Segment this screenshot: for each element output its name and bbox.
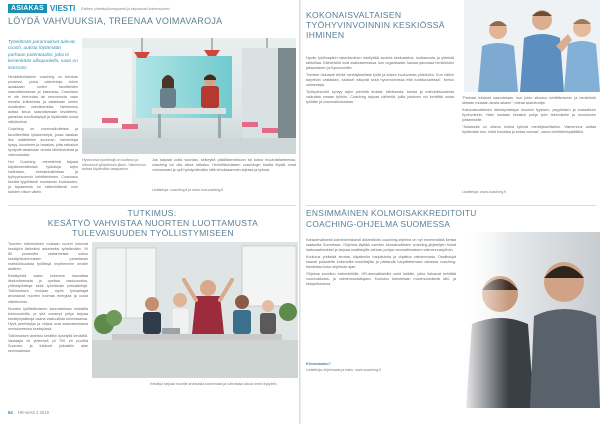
- page-number: 54: [8, 410, 13, 415]
- page-footer-left: [8, 410, 49, 415]
- article1-title: LÖYDÄ VAHVUUKSIA, TREENAA VOIMAVAROJA: [8, 16, 223, 26]
- coaching-conversation-photo: [460, 232, 600, 408]
- article2-contact: Lisätietoja: www.coaching.fi: [462, 190, 506, 194]
- section-divider: [306, 205, 596, 206]
- paragraph: Työhyvinvointi syntyy arjen pienistä teoista: kiitoksesta, tuesta ja mahdollisuudesta vaikuttaa omaan työhön. Coaching tarjoaa välineitä, joilla jokainen voi kehittää omaa työtään ja vuorovaikutustaan.: [306, 90, 454, 105]
- paragraph: Tutkimuksen aineisto kerättiin kyselyllä keväällä. Vastaajia oli yhteensä yli 700 eri puolilta Suomea, ja tulokset julkaistiin alan seminaarissa.: [8, 333, 88, 353]
- paragraph: Tuoreen tutkimuksen mukaan nuoret kokevat kesätyön tärkeäksi askeleeksi työelämään. Yli 80 prosenttia vastanneista uskoo kesätyökokemuksen parantavan mahdollisuuksia työllistyä myöhemmin omalle alalleen.: [8, 242, 88, 272]
- article2-column-2: [462, 96, 596, 188]
- paragraph: Coaching on vuorovaikutteista ja tavoitteellista työskentelyä, jossa asiakas itse määrittelee suunnan. Valmentaja kysyy, kuuntelee ja haastaa, jotta ratkaisut syntyvät asiakkaan omista lähtökohdista ja vahvuuksista.: [8, 127, 78, 157]
- paragraph: Nuorten työllistämiseen kannustetaan erilaisilla tukimuodoilla, ja yhä useampi yritys tarjoaa kesätyöpaikkoja osana vastuullista toimintaansa. Hyvä perehdytys ja ohjaus ovat avainasemassa onnistuneessa kesätyössä.: [8, 306, 88, 331]
- paragraph: Koulutus yhdistää teoriaa, käytännön harjoituksia ja ohjattua valmennusta. Osallistujat saavat palautetta kokeneilta kouluttajilta ja pääsevät harjoittelemaan aidoissa coaching-tilanteissa koko ohjelman ajan.: [306, 255, 456, 270]
- issue-label: HR-viesti 2 2019: [17, 410, 49, 415]
- article1-ingress: Työelämän parannukset tulevat, coach, uutista löytämään parhaan potentiaalisi, joka ei kenenkään ulkopuolella, vaan on itsessäsi.: [8, 40, 78, 71]
- article4-column: [306, 238, 456, 358]
- paragraph: Jos kaipaat uutta suuntaa, selkeyttä päätöksentekoon tai tukea muutostilanteessa, coaching voi olla oikea ratkaisu. Henkilökohtaisen coachingin kautta löydät omat voimavarasi ja opit hyödyntämään niitä tehokkaammin arjessa ja työssä.: [152, 158, 296, 173]
- three-men-illustration: [464, 0, 600, 92]
- paragraph: Ohjelma soveltuu esihenkilöille, HR-ammattilaisille sekä kaikille, jotka haluavat kehittää vuorovaikutus- ja valmennustaitojaan. Koulutus toteutetaan monimuotoisesti lähi- ja etäopetuksena.: [306, 272, 456, 287]
- paragraph: "Jokaisella on oikeus kokea työnsä merkitykselliseksi. Valmennus auttaa löytämään sen, mikä innostaa ja antaa voimaa", sanoo kehittämispäällikkö.: [462, 125, 596, 135]
- section-divider: [8, 205, 296, 206]
- coaching-conversation-illustration: [460, 232, 600, 408]
- article4-contact: Lisätietoja ohjelmasta ja haku: www.coaching.fi: [306, 368, 381, 372]
- paragraph: Kansainvälisesti kolminkertaisesti akkreditoitu coaching-ohjelma on nyt ensimmäistä kertaa saatavilla Suomessa. Ohjelma täyttää useiden kansainvälisten coaching-järjestöjen tiukat laatuvaatimukset ja tarjoaa osallistujille vahvan pohjan ammattimaiseen valmennustyöhön.: [306, 238, 456, 253]
- article2-column-1: [306, 56, 454, 196]
- section-tag-label: ASIAKAS: [8, 4, 47, 13]
- article1-caption: Hyvinvoiva työntekijä on tuottava ja sitoutunut työyhteisön jäsen. Valmennus auttaa löytämään tasapainon.: [82, 158, 147, 172]
- young-workers-photo: [92, 242, 298, 378]
- article4-title-line1: ENSIMMÄINEN KOLMOISAKKREDITOITU: [306, 208, 477, 218]
- article4-title-line2: COACHING-OHJELMA SUOMESSA: [306, 219, 451, 229]
- article1-column-1: [8, 75, 78, 205]
- young-workers-illustration: [92, 242, 298, 378]
- article1-column-2: [152, 158, 296, 186]
- paragraph: Kesätyöstä saatu kokemus kasvattaa itseluottamusta ja opettaa vastuunottoa, yhteistyötaitoja sekä työelämän pelisääntöjä. Tutkimuksen mukaan myös työnantajat arvostavat nuorten tuomaa energiaa ja uusia näkökulmia.: [8, 274, 88, 304]
- office-meeting-illustration: [82, 38, 296, 154]
- article2-title: KOKONAISVALTAISEN TYÖHYVINVOINNIN KESKIÖSSÄ IHMINEN: [306, 10, 445, 40]
- paragraph: "Ihmiset haluavat tehdä merkityksellistä työtä ja kokea kuuluvansa yhteisöön. Kun näihin tarpeisiin vastataan, tulokset näkyvät sekä hyvinvoinnissa että tuottavuudessa", kertoo valmentaja.: [306, 73, 454, 88]
- article4-contact-label: Kiinnostaako?: [306, 362, 331, 366]
- paragraph: Kokonaisvaltainen lähestymistapa huomioi fyysisen, psyykkisen ja sosiaalisen hyvinvoinnin. Näin luodaan kestävä pohja työn tekemiselle ja muutoksen johtamiselle.: [462, 108, 596, 123]
- page-gutter: [299, 0, 301, 424]
- paragraph: Henkilökohtainen coaching on tehokas prosessi, jossa valmentaja tukee asiakkaan omien tavoitteiden saavuttamisessa ja kasvussa. Coachaus ei ole kerrontaa tai neuvomista vaan rinnalla kulkemista ja asiakkaan omien oivallusten vahvistamista. Valmennus auttaa sinua saavuttamaan tavoitteesi, parantaa suorituskykyä ja löytämään uusia näkökulmia.: [8, 75, 78, 125]
- section-tag-word: VIESTI: [49, 4, 76, 13]
- office-meeting-photo: [82, 38, 296, 154]
- article3-column: [8, 242, 88, 402]
- paragraph: "Parhaat tulokset saavutetaan, kun johto sitoutuu kehittämiseen ja henkilöstö otetaan mukaan alusta alkaen", toteaa asiantuntija.: [462, 96, 596, 106]
- article3-title-line2: KESÄTYÖ VAHVISTAA NUORTEN LUOTTAMUSTA TULEVAISUUDEN TYÖLLISTYMISEEN: [47, 218, 259, 238]
- article3-caption: Kesätyö tarjoaa nuorille arvokasta kokemusta ja vahvistaa uskoa omiin kykyihin.: [150, 382, 278, 386]
- section-tag-subtitle: Esittele yhteistyökumppanisi ja tarjoamasi kokemuksesi: [81, 6, 170, 11]
- paragraph: Hur Coaching -menetelmä tarjoaa käytännönläheisiä työkaluja arjen hallintaan, stressinhallintaan ja työhyvinvoinnin kehittämiseen. Coachaus kestää tyypillisesti muutaman kuukauden, ja tapaamisia on säännöllisesti noin kahden viikon välein.: [8, 159, 78, 195]
- paragraph: Hyvän työilmapiirin rakentaminen edellyttää avointa keskustelua, luottamusta ja yhteistä tahtotilaa. Esihenkilöt ovat avainasemassa, kun organisaatio haluaa panostaa henkilöstön jaksamiseen ja hyvinvointiin.: [306, 56, 454, 71]
- article1-contact: Lisätietoja: coaching.fi ja www.hurcoaching.fi: [152, 188, 224, 192]
- three-men-photo: [464, 0, 600, 92]
- section-tag: [8, 4, 170, 13]
- article3-title-line1: TUTKIMUS:: [127, 208, 177, 218]
